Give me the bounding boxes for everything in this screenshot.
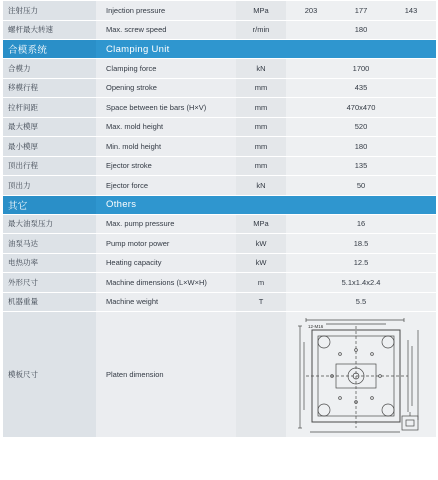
value: 5.1x1.4x2.4 bbox=[286, 273, 436, 292]
label-en: Max. pump pressure bbox=[96, 215, 236, 234]
label-en: Machine dimensions (L×W×H) bbox=[96, 273, 236, 292]
row-platen-dimension bbox=[3, 312, 436, 437]
row-min-mold-height bbox=[3, 137, 436, 156]
row-heating-capacity bbox=[3, 254, 436, 273]
unit: m bbox=[236, 273, 286, 292]
label-en: Clamping force bbox=[96, 59, 236, 78]
label-en: Machine weight bbox=[96, 293, 236, 312]
value-a: 203 bbox=[286, 1, 336, 20]
unit: r/min bbox=[236, 21, 286, 40]
section-others bbox=[3, 196, 436, 214]
label-zh: 拉杆间距 bbox=[3, 98, 96, 117]
label-zh: 螺杆最大转速 bbox=[3, 21, 96, 40]
unit: MPa bbox=[236, 1, 286, 20]
row-machine-dimensions bbox=[3, 273, 436, 292]
value: 135 bbox=[286, 157, 436, 176]
unit: MPa bbox=[236, 215, 286, 234]
label-zh: 模板尺寸 bbox=[3, 312, 96, 437]
value: 180 bbox=[286, 137, 436, 156]
section-title-zh: 其它 bbox=[3, 196, 96, 214]
section-clamping-unit bbox=[3, 40, 436, 58]
section-title-en: Clamping Unit bbox=[96, 40, 436, 58]
label-en: Max. mold height bbox=[96, 118, 236, 137]
label-zh: 最大油泵压力 bbox=[3, 215, 96, 234]
label-zh: 电热功率 bbox=[3, 254, 96, 273]
value: 18.5 bbox=[286, 234, 436, 253]
row-screw-speed bbox=[3, 21, 436, 40]
spec-table bbox=[3, 0, 436, 438]
platen-drawing bbox=[296, 316, 426, 434]
label-zh: 机器重量 bbox=[3, 293, 96, 312]
value: 435 bbox=[286, 79, 436, 98]
row-pump-motor-power bbox=[3, 234, 436, 253]
unit: mm bbox=[236, 118, 286, 137]
label-zh: 合模力 bbox=[3, 59, 96, 78]
row-opening-stroke bbox=[3, 79, 436, 98]
row-clamping-force bbox=[3, 59, 436, 78]
row-ejector-force bbox=[3, 176, 436, 195]
unit: kN bbox=[236, 59, 286, 78]
label-en: Heating capacity bbox=[96, 254, 236, 273]
label-en: Opening stroke bbox=[96, 79, 236, 98]
unit: kW bbox=[236, 234, 286, 253]
unit: mm bbox=[236, 137, 286, 156]
label-en: Injection pressure bbox=[96, 1, 236, 20]
value: 12.5 bbox=[286, 254, 436, 273]
label-zh: 顶出力 bbox=[3, 176, 96, 195]
label-en: Space between tie bars (H×V) bbox=[96, 98, 236, 117]
unit: T bbox=[236, 293, 286, 312]
unit: kN bbox=[236, 176, 286, 195]
label-zh: 最大模厚 bbox=[3, 118, 96, 137]
value: 50 bbox=[286, 176, 436, 195]
value: 180 bbox=[286, 21, 436, 40]
unit-empty bbox=[236, 312, 286, 437]
row-max-pump-pressure bbox=[3, 215, 436, 234]
unit: mm bbox=[236, 98, 286, 117]
label-en: Pump motor power bbox=[96, 234, 236, 253]
row-injection-pressure bbox=[3, 1, 436, 20]
drawing-label: 12-M16 bbox=[308, 323, 324, 329]
section-title-en: Others bbox=[96, 196, 436, 214]
value: 5.5 bbox=[286, 293, 436, 312]
row-machine-weight bbox=[3, 293, 436, 312]
label-en: Max. screw speed bbox=[96, 21, 236, 40]
section-title-zh: 合模系统 bbox=[3, 40, 96, 58]
value: 1700 bbox=[286, 59, 436, 78]
row-max-mold-height bbox=[3, 118, 436, 137]
label-zh: 外形尺寸 bbox=[3, 273, 96, 292]
unit: mm bbox=[236, 79, 286, 98]
label-en: Min. mold height bbox=[96, 137, 236, 156]
value: 470x470 bbox=[286, 98, 436, 117]
label-en: Ejector force bbox=[96, 176, 236, 195]
label-zh: 油泵马达 bbox=[3, 234, 96, 253]
unit: mm bbox=[236, 157, 286, 176]
label-zh: 最小模厚 bbox=[3, 137, 96, 156]
value: 520 bbox=[286, 118, 436, 137]
value-b: 177 bbox=[336, 1, 386, 20]
unit: kW bbox=[236, 254, 286, 273]
value-c: 143 bbox=[386, 1, 436, 20]
row-ejector-stroke bbox=[3, 157, 436, 176]
value: 16 bbox=[286, 215, 436, 234]
platen-drawing-cell bbox=[286, 312, 436, 437]
label-zh: 注射压力 bbox=[3, 1, 96, 20]
label-en: Ejector stroke bbox=[96, 157, 236, 176]
row-tie-bar-space bbox=[3, 98, 436, 117]
label-zh: 移模行程 bbox=[3, 79, 96, 98]
label-zh: 顶出行程 bbox=[3, 157, 96, 176]
label-en: Platen dimension bbox=[96, 312, 236, 437]
